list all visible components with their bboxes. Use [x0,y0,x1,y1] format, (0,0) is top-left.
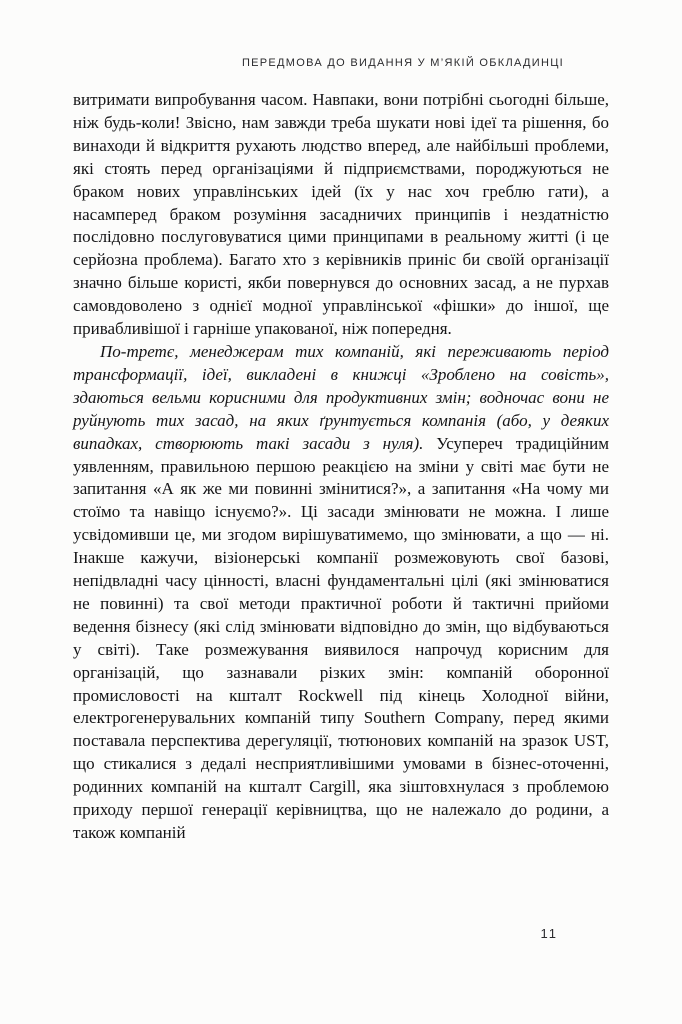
text-run: витримати випробування часом. Навпаки, вони потрібні сьогодні більше, ніж будь-коли! Звісно, нам завжди треба шукати нові ідеї та рішення, бо винаходи й відкриття рухають людство вперед, але найбільші проблеми, які стоять перед організаціями й підприємствами, породжуються не браком нових управлінських ідей (їх у нас хоч греблю гати), а насамперед браком розуміння засадничих принципів і нездатністю послідовно послуговуватися цими принципами в реальному житті (і це серйозна проблема). Багато хто з керівників приніс би своїй організації значно більше користі, якби повернувся до основних засад, а не пурхав самовдоволено з однієї модної управлінської «фішки» до іншої, ще привабливішої і гарніше упакованої, ніж попередня. [73,90,609,339]
running-header: ПЕРЕДМОВА ДО ВИДАННЯ У М’ЯКІЙ ОБКЛАДИНЦІ [241,57,564,69]
paragraph [73,341,609,845]
text-run: По-третє, менеджерам тих компаній, які переживають період трансформації, ідеї, викладені в книжці «Зроблено на совість», здаються вельми корисними для продуктивних змін; водночас вони не руйнують тих засад, на яких ґрунтується компанія (або, у деяких випадках, створюють такі засади з нуля). [73,341,609,453]
body-text [73,89,609,845]
paragraph [73,89,609,341]
page-number: 11 [540,926,558,941]
text-run: Усупереч традиційним уявленням, правильною першою реакцією на зміни у світі має бути не запитання «А як же ми повинні змінитися?», а запитання «На чому ми стоїмо та навіщо існуємо?». Ці засади змінювати не можна. І лише усвідомивши це, ми згодом вирішуватимемо, що змінювати, а що — ні. Інакше кажучи, візіонерські компанії розмежовують свої базові, непідвладні часу цінності, власні фундаментальні цілі (які змінюватися не повинні) та свої методи практичної роботи й тактичні прийоми ведення бізнесу (які слід змінювати відповідно до змін, що відбуваються у світі). Таке розмежування виявилося напрочуд корисним для організацій, що зазнавали різких змін: компаній оборонної промисловості на кшталт Rockwell під кінець Холодної війни, електрогенерувальних компаній типу Southern Company, перед якими поставала перспектива дерегуляції, тютюнових компаній на зразок UST, що стикалися з дедалі несприятливішими умовами в бізнес-оточенні, родинних компаній на кшталт Cargill, яка зіштовхнулася з проблемою приходу першої генерації керівництва, що не належало до родини, а також компаній [73,433,609,842]
